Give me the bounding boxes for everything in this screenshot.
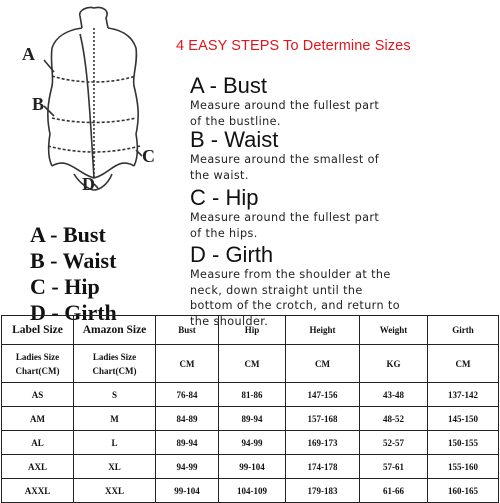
table-cell: 57-61	[360, 455, 428, 479]
table-cell: 137-142	[428, 383, 499, 407]
table-cell: XL	[74, 455, 156, 479]
step-hip	[190, 186, 379, 241]
unit-cell: CM	[428, 345, 499, 383]
table-cell: S	[74, 383, 156, 407]
figure-label-c: C	[142, 146, 155, 166]
table-header-row	[2, 316, 499, 345]
step-bust-title: A - Bust	[190, 73, 268, 98]
figure-label-d: D	[82, 174, 95, 194]
table-cell: 81-86	[219, 383, 286, 407]
table-cell: AM	[2, 407, 74, 431]
table-row	[2, 455, 499, 479]
step-waist-line-1: Measure around the smallest of	[190, 153, 380, 166]
table-cell: 94-99	[219, 431, 286, 455]
step-waist-title: B - Waist	[190, 127, 279, 152]
header-bust: Bust	[156, 316, 219, 345]
step-bust-line-1: Measure around the fullest part	[190, 99, 380, 112]
step-hip-line-2: of the hips.	[190, 226, 258, 240]
table-cell: 160-165	[428, 479, 499, 503]
step-girth-line-4: the shoulder.	[190, 314, 269, 328]
step-bust	[190, 74, 379, 129]
table-row	[2, 431, 499, 455]
step-waist-line-2: the waist.	[190, 168, 249, 182]
unit-cell: KG	[360, 345, 428, 383]
table-cell: 99-104	[219, 455, 286, 479]
table-cell: 89-94	[156, 431, 219, 455]
figure-label-a: A	[22, 44, 35, 64]
table-cell: 169-173	[286, 431, 360, 455]
table-cell: 84-89	[156, 407, 219, 431]
table-cell: XXL	[74, 479, 156, 503]
legend-girth: D - Girth	[30, 300, 117, 325]
table-cell: AXXL	[2, 479, 74, 503]
table-cell: 157-168	[286, 407, 360, 431]
step-waist	[190, 128, 379, 183]
table-row	[2, 383, 499, 407]
step-girth-line-1: Measure from the shoulder at the	[190, 268, 391, 281]
measurement-legend	[30, 222, 117, 326]
table-row	[2, 407, 499, 431]
table-cell: 179-183	[286, 479, 360, 503]
unit-cell: CM	[286, 345, 360, 383]
header-height: Height	[286, 316, 360, 345]
table-cell: L	[74, 431, 156, 455]
table-cell: 174-178	[286, 455, 360, 479]
step-bust-line-2: of the bustline.	[190, 114, 281, 128]
table-cell: 150-155	[428, 431, 499, 455]
figure-label-b: B	[32, 94, 45, 114]
table-cell: AL	[2, 431, 74, 455]
table-unit-row	[2, 345, 499, 383]
step-hip-title: C - Hip	[190, 185, 259, 210]
header-weight: Weight	[360, 316, 428, 345]
unit-cell: Ladies Size Chart(CM)	[74, 345, 156, 383]
size-chart-table	[1, 315, 499, 503]
unit-cell: CM	[219, 345, 286, 383]
legend-waist: B - Waist	[30, 248, 117, 273]
header-hip: Hip	[219, 316, 286, 345]
legend-bust: A - Bust	[30, 222, 106, 247]
step-girth-line-2: neck, down straight until the	[190, 283, 363, 297]
table-cell: 61-66	[360, 479, 428, 503]
table-cell: M	[74, 407, 156, 431]
header-amazon-size: Amazon Size	[74, 316, 156, 345]
table-cell: 76-84	[156, 383, 219, 407]
table-cell: 145-150	[428, 407, 499, 431]
unit-cell: CM	[156, 345, 219, 383]
page-title: 4 EASY STEPS To Determine Sizes	[176, 38, 411, 54]
table-cell: 89-94	[219, 407, 286, 431]
header-girth: Girth	[428, 316, 499, 345]
step-girth-title: D - Girth	[190, 242, 274, 267]
table-cell: 43-48	[360, 383, 428, 407]
step-hip-line-1: Measure around the fullest part	[190, 211, 380, 224]
unit-cell: Ladies Size Chart(CM)	[2, 345, 74, 383]
table-cell: AXL	[2, 455, 74, 479]
table-cell: 147-156	[286, 383, 360, 407]
table-cell: 48-52	[360, 407, 428, 431]
table-cell: 99-104	[156, 479, 219, 503]
table-cell: 104-109	[219, 479, 286, 503]
legend-hip: C - Hip	[30, 274, 100, 299]
table-cell: AS	[2, 383, 74, 407]
table-cell: 52-57	[360, 431, 428, 455]
header-label-size: Label Size	[2, 316, 74, 345]
table-cell: 94-99	[156, 455, 219, 479]
step-girth-line-3: bottom of the crotch, and return to	[190, 299, 400, 312]
table-row	[2, 479, 499, 503]
dress-form-diagram	[18, 6, 168, 211]
table-cell: 155-160	[428, 455, 499, 479]
